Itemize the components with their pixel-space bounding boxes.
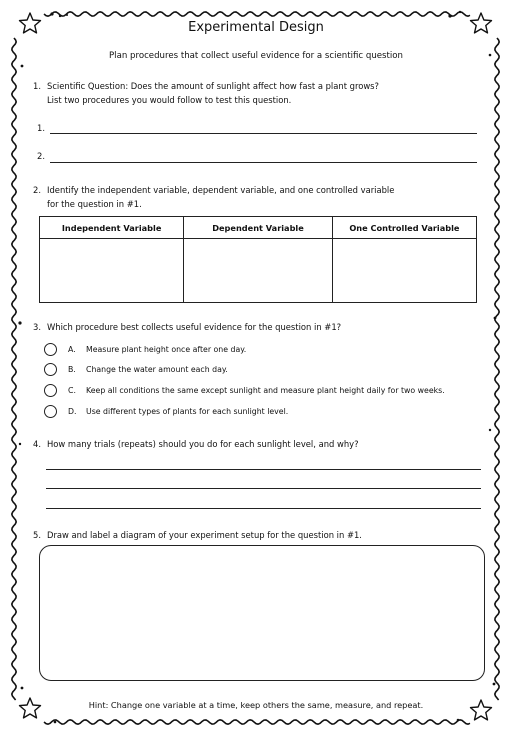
independent-variable-cell[interactable] xyxy=(40,239,184,303)
answer-line-2[interactable] xyxy=(50,162,477,163)
wavy-border-segment xyxy=(12,38,16,700)
question-5 xyxy=(33,528,483,542)
question-number: 5. xyxy=(33,530,41,540)
question-3 xyxy=(33,320,483,334)
question-4 xyxy=(33,437,483,451)
question-2 xyxy=(33,183,483,211)
border-dot xyxy=(18,321,21,324)
option-letter: A. xyxy=(68,344,76,354)
option-b[interactable] xyxy=(44,361,228,377)
diagram-drawing-box[interactable] xyxy=(39,545,485,681)
controlled-variable-cell[interactable] xyxy=(332,239,476,303)
question-text-continued: for the question in #1. xyxy=(47,199,142,209)
option-text: Keep all conditions the same except sunlight and measure plant height daily for two weeks. xyxy=(86,385,445,395)
radio-bubble[interactable] xyxy=(44,384,57,397)
border-dot xyxy=(489,429,491,431)
border-dot xyxy=(19,443,21,445)
question-text-continued: List two procedures you would follow to test this question. xyxy=(47,95,292,105)
option-d[interactable] xyxy=(44,403,288,419)
question-number: 1. xyxy=(33,81,41,91)
answer-label: 1. xyxy=(37,123,45,133)
border-dot xyxy=(493,683,496,686)
option-text: Use different types of plants for each sunlight level. xyxy=(86,406,289,416)
question-text: Identify the independent variable, dependent variable, and one controlled variable xyxy=(47,185,395,195)
question-number: 4. xyxy=(33,439,41,449)
option-letter: D. xyxy=(68,406,77,416)
question-text: How many trials (repeats) should you do for each sunlight level, and why? xyxy=(47,439,359,449)
question-text: Scientific Question: Does the amount of sunlight affect how fast a plant grows? xyxy=(47,81,379,91)
option-a[interactable] xyxy=(44,341,246,357)
border-dot xyxy=(66,14,68,16)
question-number: 2. xyxy=(33,185,41,195)
border-dot xyxy=(54,721,57,724)
wavy-border-segment xyxy=(44,720,470,724)
border-dot xyxy=(459,11,461,13)
question-text: Draw and label a diagram of your experiment setup for the question in #1. xyxy=(47,530,362,540)
variables-table xyxy=(39,216,477,303)
radio-bubble[interactable] xyxy=(44,363,57,376)
border-dot xyxy=(494,317,497,320)
answer-label: 2. xyxy=(37,151,45,161)
border-dot xyxy=(448,14,451,17)
page-subtitle: Plan procedures that collect useful evidence for a scientific question xyxy=(109,51,403,61)
option-text: Change the water amount each day. xyxy=(86,364,228,374)
answer-line[interactable] xyxy=(46,508,481,509)
radio-bubble[interactable] xyxy=(44,343,57,356)
border-dot xyxy=(50,12,53,15)
dependent-variable-cell[interactable] xyxy=(184,239,333,303)
column-header-independent: Independent Variable xyxy=(40,217,184,239)
question-1 xyxy=(33,79,483,107)
column-header-dependent: Dependent Variable xyxy=(184,217,333,239)
question-number: 3. xyxy=(33,322,41,332)
wavy-border-segment xyxy=(495,38,499,700)
option-letter: B. xyxy=(68,364,76,374)
page-title: Experimental Design xyxy=(188,20,324,35)
border-dot xyxy=(457,719,460,722)
hint-text: Hint: Change one variable at a time, keep others the same, measure, and repeat. xyxy=(88,700,424,710)
column-header-controlled: One Controlled Variable xyxy=(332,217,476,239)
border-dot xyxy=(21,65,24,68)
border-dot xyxy=(21,687,24,690)
option-c[interactable] xyxy=(44,382,445,398)
answer-line[interactable] xyxy=(46,469,481,470)
radio-bubble[interactable] xyxy=(44,405,57,418)
option-text: Measure plant height once after one day. xyxy=(86,344,247,354)
answer-line-1[interactable] xyxy=(50,133,477,134)
option-letter: C. xyxy=(68,385,76,395)
answer-line[interactable] xyxy=(46,488,481,489)
border-dot xyxy=(59,15,61,17)
question-text: Which procedure best collects useful evidence for the question in #1? xyxy=(47,322,342,332)
wavy-border-segment xyxy=(44,12,470,16)
